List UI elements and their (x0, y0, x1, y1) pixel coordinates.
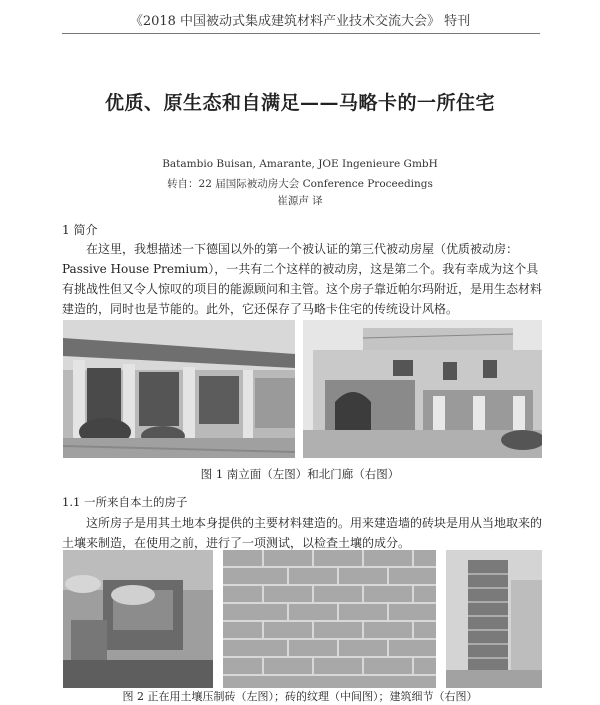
figure-2-caption: 图 2 正在用土壤压制砖（左图）；砖的纹理（中间图）；建筑细节（右图） (122, 690, 478, 703)
south-facade-photo (63, 320, 295, 458)
brick-texture-photo (223, 550, 436, 688)
section-heading-local-house: 1.1 一所来自本土的房子 (62, 495, 188, 509)
article-translator: 崔源声 译 (277, 195, 323, 207)
building-detail-photo (446, 550, 542, 688)
intro-paragraph: 在这里，我想描述一下德国以外的第一个被认证的第三代被动房屋（优质被动房：Passive House Premium），一共有二个这样的被动房，这是第二个。我有幸成为这个具有挑战性但又令人惊叹的项目的能源顾问和主管。这个房子靠近帕尔玛附近，是用生态材料建造的，同时也是节能的。此外，它还保存了马略卡住宅的传统设计风格。 (62, 242, 543, 316)
journal-header: 《2018 中国被动式集成建筑材料产业技术交流大会》 特刊 (129, 14, 471, 29)
figure-1 (63, 320, 542, 458)
article-title: 优质、原生态和自满足——马略卡的一所住宅 (104, 92, 495, 114)
figure-2 (63, 550, 542, 688)
north-porch-photo (303, 320, 542, 458)
local-house-paragraph: 这所房子是用其土地本身提供的主要材料建造的。用来建造墙的砖块是用从当地取来的土壤来制造，在使用之前，进行了一项测试，以检查土壤的成分。 (62, 516, 543, 550)
header-divider (62, 33, 540, 34)
section-heading-intro: 1 简介 (62, 223, 98, 237)
figure-1-caption: 图 1 南立面（左图）和北门廊（右图） (200, 467, 400, 481)
article-source: 转自：22 届国际被动房大会 Conference Proceedings (167, 178, 433, 190)
article-authors: Batambio Buisan, Amarante, JOE Ingenieure GmbH (162, 158, 438, 170)
brick-pressing-photo (63, 550, 213, 688)
